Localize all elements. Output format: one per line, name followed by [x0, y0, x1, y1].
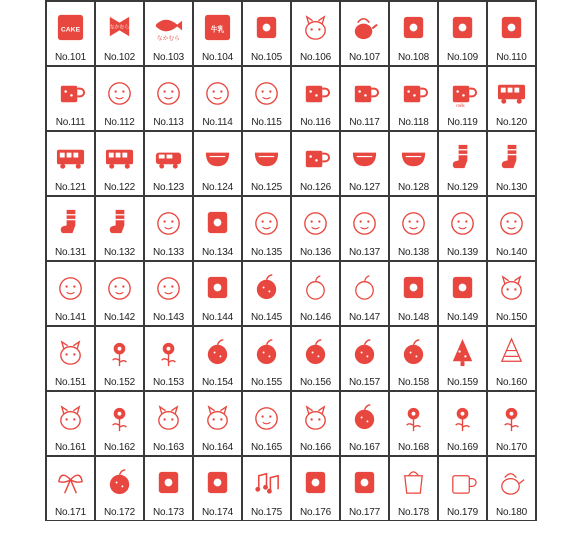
owl-in-pot-icon — [496, 270, 527, 305]
stamp-number: No.107 — [348, 52, 381, 63]
large-bowl-icon — [349, 140, 380, 175]
stars-icon — [104, 400, 135, 435]
stamp-cell[interactable] — [194, 392, 241, 455]
stamp-cell[interactable] — [243, 392, 290, 455]
simple-face-icon — [55, 270, 86, 305]
dotted-sock-icon — [447, 140, 478, 175]
stamp-number: No.124 — [201, 182, 234, 193]
stamp-cell[interactable] — [194, 2, 241, 65]
happy-face-icon — [496, 205, 527, 240]
stamp-cell[interactable] — [488, 197, 535, 260]
stamp-cell[interactable] — [488, 132, 535, 195]
stamp-number: No.144 — [201, 312, 234, 323]
stamp-number: No.139 — [446, 247, 479, 258]
stamp-cell[interactable] — [439, 262, 486, 325]
stamp-number: No.140 — [495, 247, 528, 258]
stamp-cell[interactable] — [341, 67, 388, 130]
stamp-number: No.176 — [299, 507, 332, 518]
taiyaki-fish-icon — [153, 10, 184, 45]
stamp-cell[interactable] — [341, 392, 388, 455]
stamp-cell[interactable] — [194, 197, 241, 260]
cutting-board-icon — [202, 270, 233, 305]
rose-icon — [104, 335, 135, 370]
stamp-number: No.134 — [201, 247, 234, 258]
stamp-number: No.148 — [397, 312, 430, 323]
stamp-cell[interactable] — [47, 2, 94, 65]
stamp-number: No.128 — [397, 182, 430, 193]
svg-text:CAKE: CAKE — [60, 26, 81, 34]
stamp-cell[interactable] — [243, 457, 290, 520]
stamp-cell[interactable] — [439, 2, 486, 65]
coffee-grinder-icon — [496, 10, 527, 45]
stamp-number: No.101 — [54, 52, 87, 63]
stamp-number: No.105 — [250, 52, 283, 63]
food-truck-icon — [55, 140, 86, 175]
stamp-cell[interactable] — [194, 327, 241, 390]
sleepy-face-icon — [447, 205, 478, 240]
teapot-icon — [496, 465, 527, 500]
stamp-number: No.122 — [103, 182, 136, 193]
svg-text:milk: milk — [456, 104, 465, 110]
stamp-cell[interactable] — [145, 262, 192, 325]
small-car-icon — [153, 140, 184, 175]
stamp-number: No.147 — [348, 312, 381, 323]
stamp-number: No.175 — [250, 507, 283, 518]
stamp-number: No.161 — [54, 442, 87, 453]
stamp-number: No.166 — [299, 442, 332, 453]
stamp-cell[interactable] — [194, 457, 241, 520]
long-face-icon — [104, 270, 135, 305]
stamp-cell[interactable] — [96, 197, 143, 260]
stamp-cell[interactable] — [390, 327, 437, 390]
stamp-cell[interactable] — [390, 2, 437, 65]
ribbon-flower-icon — [153, 335, 184, 370]
calm-face-icon — [349, 205, 380, 240]
stamp-cell[interactable] — [292, 262, 339, 325]
stamp-cell[interactable] — [145, 392, 192, 455]
stamp-cell[interactable] — [488, 327, 535, 390]
acorns-icon — [349, 400, 380, 435]
stamp-cell[interactable] — [194, 67, 241, 130]
stamp-cell[interactable] — [341, 262, 388, 325]
stamp-cell[interactable] — [292, 197, 339, 260]
stamp-number: No.170 — [495, 442, 528, 453]
svg-text:なかむら: なかむら — [109, 25, 130, 31]
stamp-number: No.130 — [495, 182, 528, 193]
stamp-number: No.177 — [348, 507, 381, 518]
coffee-maker-icon — [398, 270, 429, 305]
stamp-number: No.136 — [299, 247, 332, 258]
stamp-cell[interactable] — [341, 197, 388, 260]
outline-mug-icon — [447, 465, 478, 500]
orange-slice-icon — [251, 335, 282, 370]
stamp-number: No.168 — [397, 442, 430, 453]
stripe-sock-icon — [104, 205, 135, 240]
stamp-cell[interactable] — [96, 67, 143, 130]
plain-mug-icon — [398, 75, 429, 110]
stamp-cell[interactable] — [488, 392, 535, 455]
stamp-cell[interactable] — [341, 327, 388, 390]
donut-icon — [153, 205, 184, 240]
milk-carton-icon — [202, 10, 233, 45]
stamp-number: No.112 — [104, 117, 135, 128]
tulip-icon — [496, 400, 527, 435]
stamp-number: No.115 — [251, 117, 282, 128]
rice-bowl-icon — [251, 140, 282, 175]
stamp-cell[interactable] — [47, 197, 94, 260]
birthday-cake-icon — [153, 465, 184, 500]
stamp-cell[interactable] — [292, 67, 339, 130]
stamp-number: No.103 — [152, 52, 185, 63]
rabbit-icon — [55, 335, 86, 370]
stamp-number: No.123 — [152, 182, 185, 193]
stamp-number: No.127 — [348, 182, 381, 193]
guitar-icon — [202, 465, 233, 500]
stamp-number: No.137 — [348, 247, 381, 258]
strawberry-icon — [349, 335, 380, 370]
fork-spoon-icon — [447, 270, 478, 305]
stamp-cell[interactable] — [439, 392, 486, 455]
svg-text:なかむら: なかむら — [156, 36, 181, 43]
stamp-cell[interactable] — [145, 67, 192, 130]
stamp-cell[interactable] — [390, 197, 437, 260]
stamp-number: No.164 — [201, 442, 234, 453]
stamp-cell[interactable] — [194, 132, 241, 195]
cat-icon — [55, 400, 86, 435]
bow-icon — [55, 465, 86, 500]
stamp-number: No.153 — [152, 377, 185, 388]
stamp-number: No.104 — [201, 52, 234, 63]
stamp-cell[interactable] — [96, 457, 143, 520]
stamp-number: No.116 — [300, 117, 331, 128]
stamp-cell[interactable] — [292, 457, 339, 520]
stamp-number: No.102 — [103, 52, 136, 63]
stamp-number: No.158 — [397, 377, 430, 388]
stamp-number: No.110 — [496, 52, 527, 63]
christmas-tree-icon — [447, 335, 478, 370]
stamp-cell[interactable] — [96, 2, 143, 65]
shopping-bag-icon — [398, 465, 429, 500]
stamp-cell[interactable] — [47, 67, 94, 130]
outline-tree-icon — [496, 335, 527, 370]
stamp-cell[interactable] — [96, 392, 143, 455]
stamp-cell[interactable] — [145, 132, 192, 195]
stamp-number: No.178 — [397, 507, 430, 518]
stamp-number: No.135 — [250, 247, 283, 258]
stamp-cell[interactable] — [47, 132, 94, 195]
striped-cup-icon — [300, 140, 331, 175]
stamp-number: No.167 — [348, 442, 381, 453]
bob-hair-girl-icon — [251, 75, 282, 110]
stamp-cell[interactable] — [243, 67, 290, 130]
pear-icon — [349, 270, 380, 305]
stamp-number: No.145 — [250, 312, 283, 323]
small-face-icon — [153, 270, 184, 305]
stamp-cell[interactable] — [439, 132, 486, 195]
cat-face-icon — [251, 400, 282, 435]
stamp-number: No.149 — [446, 312, 479, 323]
stamp-number: No.111 — [55, 117, 86, 128]
stamp-cell[interactable] — [390, 457, 437, 520]
surprised-face-icon — [398, 205, 429, 240]
stamp-cell[interactable] — [243, 327, 290, 390]
stamp-number: No.160 — [495, 377, 528, 388]
stamp-cell[interactable] — [292, 2, 339, 65]
stamp-number: No.157 — [348, 377, 381, 388]
milk-mug-icon — [447, 75, 478, 110]
stamp-number: No.108 — [397, 52, 430, 63]
stamp-number: No.171 — [54, 507, 87, 518]
stamp-number: No.117 — [349, 117, 380, 128]
stamp-number: No.109 — [446, 52, 479, 63]
stamp-number: No.169 — [446, 442, 479, 453]
bird-with-flowers-icon — [300, 10, 331, 45]
stamp-cell[interactable] — [243, 2, 290, 65]
stamp-number: No.106 — [299, 52, 332, 63]
stamp-cell[interactable] — [292, 392, 339, 455]
stamp-cell[interactable] — [390, 67, 437, 130]
stamp-cell[interactable] — [96, 262, 143, 325]
stamp-number: No.121 — [54, 182, 87, 193]
stamp-cell[interactable] — [145, 2, 192, 65]
cookies-icon — [251, 10, 282, 45]
stamp-cell[interactable] — [96, 132, 143, 195]
stamp-number: No.133 — [152, 247, 185, 258]
stamp-number: No.146 — [299, 312, 332, 323]
stamp-number: No.141 — [54, 312, 87, 323]
dotted-bowl-icon — [398, 140, 429, 175]
checkered-bowl-icon — [202, 140, 233, 175]
stamp-number: No.154 — [201, 377, 234, 388]
stamp-number: No.132 — [103, 247, 136, 258]
stamp-cell[interactable] — [47, 392, 94, 455]
cherries-icon — [251, 270, 282, 305]
stamp-cell[interactable] — [145, 457, 192, 520]
stamp-cell[interactable] — [47, 327, 94, 390]
stamp-cell[interactable] — [488, 457, 535, 520]
stamp-number: No.180 — [495, 507, 528, 518]
stamp-cell[interactable] — [243, 132, 290, 195]
stamp-number: No.151 — [54, 377, 87, 388]
stamp-number: No.173 — [152, 507, 185, 518]
stamp-number: No.129 — [446, 182, 479, 193]
double-cherry-icon — [104, 465, 135, 500]
girl-with-cup-icon — [104, 75, 135, 110]
stamp-number: No.125 — [250, 182, 283, 193]
stamp-cell[interactable] — [439, 197, 486, 260]
branch-icon — [447, 400, 478, 435]
stamp-cell[interactable] — [194, 262, 241, 325]
bread-slice-face-icon — [153, 75, 184, 110]
patterned-sock-icon — [55, 205, 86, 240]
stamp-cell[interactable] — [341, 2, 388, 65]
stamp-number: No.142 — [103, 312, 136, 323]
stamp-catalog-grid — [45, 0, 537, 521]
stamp-cell[interactable] — [292, 132, 339, 195]
stamp-cell[interactable] — [96, 327, 143, 390]
pear-half-icon — [398, 335, 429, 370]
stamp-cell[interactable] — [439, 67, 486, 130]
stamp-cell[interactable] — [390, 262, 437, 325]
apple-half-icon — [202, 335, 233, 370]
nakamura-candy-icon — [104, 10, 135, 45]
stamp-cell[interactable] — [341, 132, 388, 195]
stamp-number: No.150 — [495, 312, 528, 323]
stamp-number: No.172 — [103, 507, 136, 518]
stamp-number: No.131 — [54, 247, 87, 258]
stamp-cell[interactable] — [47, 262, 94, 325]
stamp-cell[interactable] — [488, 262, 535, 325]
kettle-icon — [349, 10, 380, 45]
delivery-van-icon — [104, 140, 135, 175]
smiling-face-icon — [300, 205, 331, 240]
spotted-mug-icon — [349, 75, 380, 110]
round-face-icon — [251, 205, 282, 240]
dotted-mug-icon — [300, 75, 331, 110]
stamp-cell[interactable] — [145, 327, 192, 390]
stamp-number: No.179 — [446, 507, 479, 518]
striped-sock-icon — [496, 140, 527, 175]
stamp-number: No.159 — [446, 377, 479, 388]
stamp-number: No.162 — [103, 442, 136, 453]
stamp-cell[interactable] — [390, 392, 437, 455]
stamp-number: No.155 — [250, 377, 283, 388]
jellyfish-icon — [300, 465, 331, 500]
svg-text:牛乳: 牛乳 — [210, 26, 225, 34]
stamp-cell[interactable] — [145, 197, 192, 260]
coffee-dripper-icon — [398, 10, 429, 45]
stamp-number: No.119 — [447, 117, 478, 128]
stamp-cell[interactable] — [292, 327, 339, 390]
stamp-number: No.126 — [299, 182, 332, 193]
curly-hair-girl-icon — [202, 75, 233, 110]
stamp-number: No.156 — [299, 377, 332, 388]
stamp-cell[interactable] — [341, 457, 388, 520]
stamp-number: No.114 — [202, 117, 233, 128]
stamp-number: No.174 — [201, 507, 234, 518]
stamp-cell[interactable] — [47, 457, 94, 520]
stamp-number: No.152 — [103, 377, 136, 388]
music-notes-icon — [251, 465, 282, 500]
bus-icon — [496, 75, 527, 110]
round-fruit-icon — [300, 270, 331, 305]
stamp-cell[interactable] — [488, 2, 535, 65]
coffee-siphon-icon — [447, 10, 478, 45]
stamp-number: No.138 — [397, 247, 430, 258]
stamp-cell[interactable] — [439, 457, 486, 520]
stamp-cell[interactable] — [390, 132, 437, 195]
stamp-cell[interactable] — [243, 197, 290, 260]
shrimp-icon — [202, 400, 233, 435]
stamp-number: No.120 — [495, 117, 528, 128]
flower-icon — [398, 400, 429, 435]
chestnut-icon — [300, 335, 331, 370]
owl-icon — [300, 400, 331, 435]
stamp-number: No.143 — [152, 312, 185, 323]
stamp-number: No.163 — [152, 442, 185, 453]
cake-box-icon — [55, 10, 86, 45]
pudding-icon — [202, 205, 233, 240]
stamp-cell[interactable] — [488, 67, 535, 130]
stamp-cell[interactable] — [243, 262, 290, 325]
stamp-cell[interactable] — [439, 327, 486, 390]
stamp-number: No.113 — [153, 117, 184, 128]
stamp-number: No.165 — [250, 442, 283, 453]
ufo-icon — [349, 465, 380, 500]
small-bird-icon — [153, 400, 184, 435]
coffee-cup-icon — [55, 75, 86, 110]
stamp-number: No.118 — [398, 117, 429, 128]
